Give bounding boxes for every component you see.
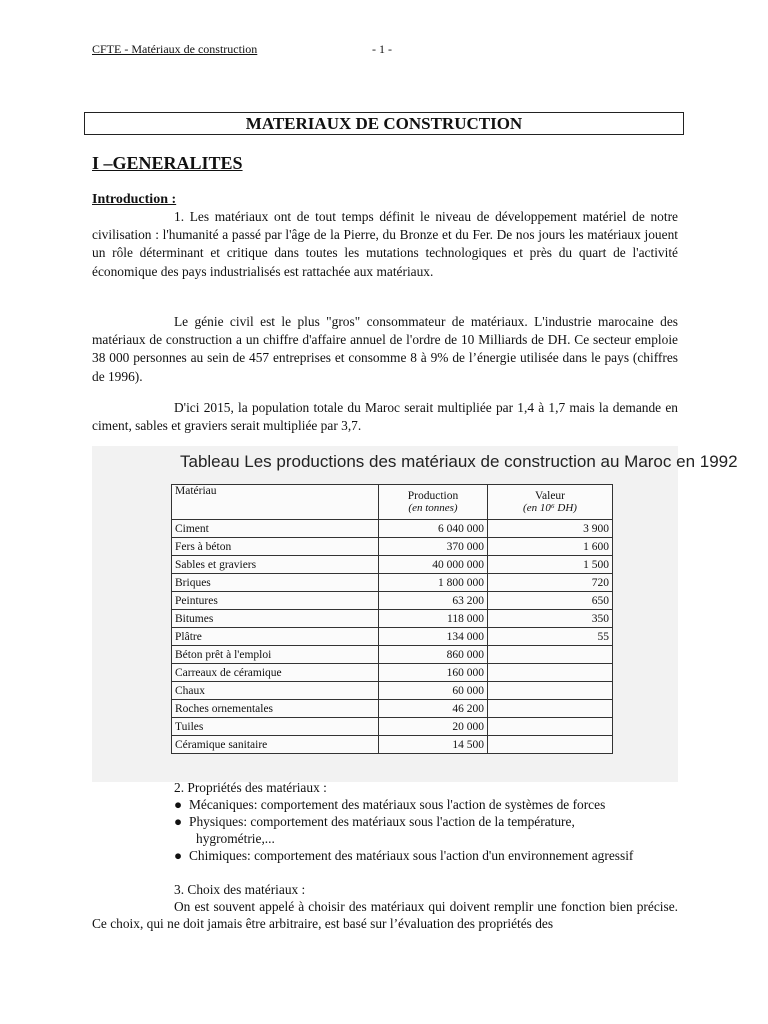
- header-material: Matériau: [172, 485, 379, 520]
- header-production-label: Production: [407, 490, 459, 502]
- intro-paragraph-3: D'ici 2015, la population totale du Maroc serait multipliée par 1,4 à 1,7 mais la demande en ciment, sables et graviers serait multipliée par 3,7.: [92, 400, 678, 434]
- cell-material: Ciment: [172, 520, 379, 538]
- cell-production: 6 040 000: [379, 520, 488, 538]
- header-production-unit: (en tonnes): [408, 502, 458, 514]
- list-item: [92, 813, 678, 847]
- cell-material: Carreaux de céramique: [172, 664, 379, 682]
- cell-production: 160 000: [379, 664, 488, 682]
- properties-list: [92, 796, 678, 864]
- properties-heading: 2. Propriétés des matériaux :: [174, 780, 327, 795]
- intro-heading: Introduction :: [92, 192, 177, 207]
- list-item: [92, 796, 678, 813]
- table-header-row: [172, 485, 613, 520]
- cell-material: Peintures: [172, 592, 379, 610]
- cell-value: 1 600: [488, 538, 613, 556]
- cell-value: [488, 700, 613, 718]
- cell-production: 860 000: [379, 646, 488, 664]
- choice-section: [92, 881, 678, 932]
- cell-material: Sables et graviers: [172, 556, 379, 574]
- properties-section: [92, 779, 678, 864]
- page-number: - 1 -: [372, 42, 392, 56]
- cell-value: 650: [488, 592, 613, 610]
- production-table: [171, 484, 613, 754]
- cell-material: Roches ornementales: [172, 700, 379, 718]
- cell-value: 3 900: [488, 520, 613, 538]
- table-row: [172, 664, 613, 682]
- cell-value: 55: [488, 628, 613, 646]
- bullet-icon: ●: [174, 797, 183, 812]
- cell-value: 350: [488, 610, 613, 628]
- table-row: [172, 700, 613, 718]
- property-text: Physiques: comportement des matériaux sous l'action de la température,: [189, 814, 575, 829]
- choice-paragraph: On est souvent appelé à choisir des matériaux qui doivent remplir une fonction bien précise. Ce choix, qui ne doit jamais être arbitraire, est basé sur l’évaluation des propriétés des: [92, 899, 678, 931]
- header-value: [488, 485, 613, 520]
- cell-production: 60 000: [379, 682, 488, 700]
- list-item: [92, 847, 678, 864]
- cell-material: Céramique sanitaire: [172, 736, 379, 754]
- cell-material: Bitumes: [172, 610, 379, 628]
- cell-production: 20 000: [379, 718, 488, 736]
- bullet-icon: ●: [174, 814, 183, 829]
- bullet-icon: ●: [174, 848, 183, 863]
- table-row: [172, 628, 613, 646]
- section-heading: I –GENERALITES: [92, 153, 243, 173]
- cell-material: Briques: [172, 574, 379, 592]
- intro-paragraph-1: 1. Les matériaux ont de tout temps définit le niveau de développement matériel de notre civilisation : l'humanité a passé par l'âge de la Pierre, du Bronze et du Fer. De nos jours les matériaux jouent un rôle déterminant et critique dans toutes les mutations technologiques et près du quart de l'activité économique des pays industrialisés est rattachée aux matériaux.: [92, 209, 678, 279]
- header-value-unit: (en 10⁶ DH): [523, 502, 577, 514]
- header-value-label: Valeur: [534, 490, 565, 502]
- cell-production: 63 200: [379, 592, 488, 610]
- cell-material: Chaux: [172, 682, 379, 700]
- cell-value: [488, 736, 613, 754]
- cell-production: 118 000: [379, 610, 488, 628]
- cell-production: 46 200: [379, 700, 488, 718]
- header-production: [379, 485, 488, 520]
- cell-value: [488, 646, 613, 664]
- table-row: [172, 538, 613, 556]
- cell-value: [488, 682, 613, 700]
- table-row: [172, 592, 613, 610]
- choice-heading: 3. Choix des matériaux :: [174, 882, 306, 897]
- table-row: [172, 718, 613, 736]
- table-row: [172, 646, 613, 664]
- cell-material: Béton prêt à l'emploi: [172, 646, 379, 664]
- property-continuation: hygrométrie,...: [196, 831, 275, 846]
- cell-value: [488, 664, 613, 682]
- cell-material: Plâtre: [172, 628, 379, 646]
- header-title: CFTE - Matériaux de construction: [92, 42, 258, 56]
- cell-value: 1 500: [488, 556, 613, 574]
- property-text: Mécaniques: comportement des matériaux sous l'action de systèmes de forces: [189, 797, 606, 812]
- table-row: [172, 682, 613, 700]
- cell-production: 14 500: [379, 736, 488, 754]
- table-row: [172, 736, 613, 754]
- table-row: [172, 556, 613, 574]
- cell-production: 134 000: [379, 628, 488, 646]
- table-title: Tableau Les productions des matériaux de construction au Maroc en 1992: [180, 452, 738, 471]
- table-row: [172, 574, 613, 592]
- cell-material: Fers à béton: [172, 538, 379, 556]
- cell-value: [488, 718, 613, 736]
- intro-paragraph-2: Le génie civil est le plus "gros" consommateur de matériaux. L'industrie marocaine des matériaux de construction a un chiffre d'affaire annuel de l'ordre de 10 Milliards de DH. Ce secteur emploie 38 000 personnes au sein de 457 entreprises et consomme 8 à 9% de l’énergie utilisée dans le pays (chiffres de 1996).: [92, 314, 678, 384]
- cell-production: 370 000: [379, 538, 488, 556]
- table-row: [172, 610, 613, 628]
- document-title: MATERIAUX DE CONSTRUCTION: [84, 112, 684, 135]
- table-row: [172, 520, 613, 538]
- page-header: [92, 42, 257, 57]
- property-text: Chimiques: comportement des matériaux sous l'action d'un environnement agressif: [189, 848, 634, 863]
- cell-value: 720: [488, 574, 613, 592]
- cell-production: 40 000 000: [379, 556, 488, 574]
- cell-production: 1 800 000: [379, 574, 488, 592]
- cell-material: Tuiles: [172, 718, 379, 736]
